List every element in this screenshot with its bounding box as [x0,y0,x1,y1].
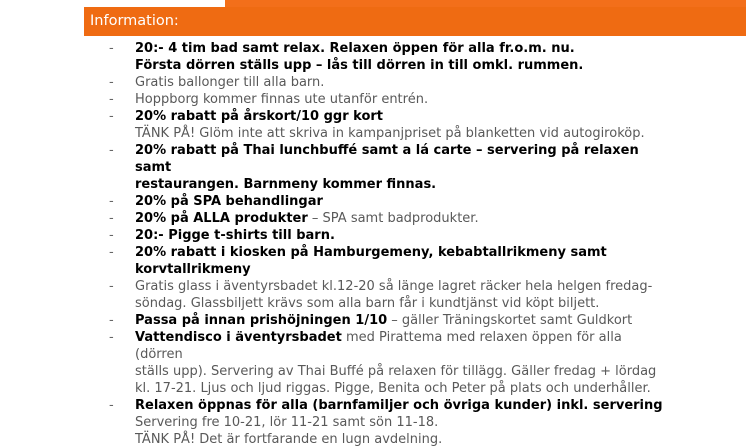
item-bold-line: 20% rabatt i kiosken på Hamburgemeny, kebabtallrikmeny samt [135,245,607,260]
top-strip-accent [225,0,746,7]
item-text: söndag. Glassbiljett krävs som alla barn får i kundtjänst vid köpt biljett. [135,296,600,311]
item-bold-line: 20:- Pigge t-shirts till barn. [135,228,335,243]
top-tab-strip [84,0,746,7]
item-bold-line: korvtallrikmeny [135,262,251,277]
list-item: - Gratis ballonger till alla barn. [84,74,664,91]
top-tab [84,0,226,7]
item-bold-line: 20% rabatt på årskort/10 ggr kort [135,109,384,124]
header-title: Information: [90,13,179,29]
item-tail: – gäller Träningskortet samt Guldkort [387,313,633,328]
item-bold-line: Relaxen öppnas för alla (barnfamiljer och övriga kunder) inkl. servering [135,398,663,413]
item-text: Servering fre 10-21, lör 11-21 samt sön 11-18. [135,415,439,430]
item-bold-line: Första dörren ställs upp – lås till dörren in till omkl. rummen. [135,58,584,73]
item-bold-line: restaurangen. Barnmeny kommer finnas. [135,177,437,192]
information-list [84,40,664,448]
list-item: - 20:- 4 tim bad samt relax. Relaxen öppen för alla fr.o.m. nu. Första dörren ställs upp – lås till dörren in till omkl. rummen. [84,40,664,74]
item-bold-line: 20% rabatt på Thai lunchbuffé samt a lá carte – servering på relaxen samt [135,143,639,175]
item-text: kl. 17-21. Ljus och ljud riggas. Pigge, Benita och Peter på plats och underhåller. [135,381,651,396]
item-bold-line: 20% på ALLA produkter [135,211,308,226]
item-text: Gratis ballonger till alla barn. [135,75,325,90]
item-text: Gratis glass i äventyrsbadet kl.12-20 så länge lagret räcker hela helgen fredag- [135,279,653,294]
list-item: - Vattendisco i äventyrsbadet med Pirattema med relaxen öppen för alla (dörren ställs upp). Servering av Thai Buffé på relaxen för tillägg. Gäller fredag + lördag kl. 17-21. Ljus och ljud riggas. Pigge, Benita och Peter på plats och underhåller. [84,329,664,397]
item-bold-line: 20% på SPA behandlingar [135,194,323,209]
item-text: TÄNK PÅ! Det är fortfarande en lugn avdelning. [135,432,443,447]
item-text: TÄNK PÅ! Glöm inte att skriva in kampanjpriset på blanketten vid autogiroköp. [135,126,645,141]
item-bold-line: Vattendisco i äventyrsbadet [135,330,342,345]
list-item: - Gratis glass i äventyrsbadet kl.12-20 så länge lagret räcker hela helgen fredag- söndag. Glassbiljett krävs som alla barn får i kundtjänst vid köpt biljett. [84,278,664,312]
item-text: Hoppborg kommer finnas ute utanför entrén. [135,92,429,107]
list-item: - 20% på ALLA produkter – SPA samt badprodukter. [109,211,479,226]
list-item: - 20% rabatt på årskort/10 ggr kort TÄNK PÅ! Glöm inte att skriva in kampanjpriset på blanketten vid autogiroköp. [84,108,664,142]
information-header [84,7,746,36]
item-bold-line: 20:- 4 tim bad samt relax. Relaxen öppen för alla fr.o.m. nu. [135,41,575,56]
list-item: - 20% rabatt på Thai lunchbuffé samt a lá carte – servering på relaxen samt restaurangen. Barnmeny kommer finnas. [84,142,664,193]
list-item: - 20% på SPA behandlingar [84,193,664,210]
list-item: - Passa på innan prishöjningen 1/10 – gäller Träningskortet samt Guldkort [109,313,633,328]
item-tail: – SPA samt badprodukter. [307,211,479,226]
item-tail: med Pirattema med relaxen öppen för alla (dörren [135,330,622,362]
item-text: ställs upp). Servering av Thai Buffé på relaxen för tillägg. Gäller fredag + lördag [135,364,657,379]
list-item: - 20:- Pigge t-shirts till barn. [84,227,664,244]
list-item: - Hoppborg kommer finnas ute utanför entrén. [84,91,664,108]
item-bold-line: Passa på innan prishöjningen 1/10 [135,313,388,328]
information-content [84,40,664,448]
list-item: - Relaxen öppnas för alla (barnfamiljer och övriga kunder) inkl. servering Servering fre 10-21, lör 11-21 samt sön 11-18. TÄNK PÅ! Det är fortfarande en lugn avdelning. [109,398,663,447]
list-item: - 20% rabatt i kiosken på Hamburgemeny, kebabtallrikmeny samt korvtallrikmeny [84,244,664,278]
